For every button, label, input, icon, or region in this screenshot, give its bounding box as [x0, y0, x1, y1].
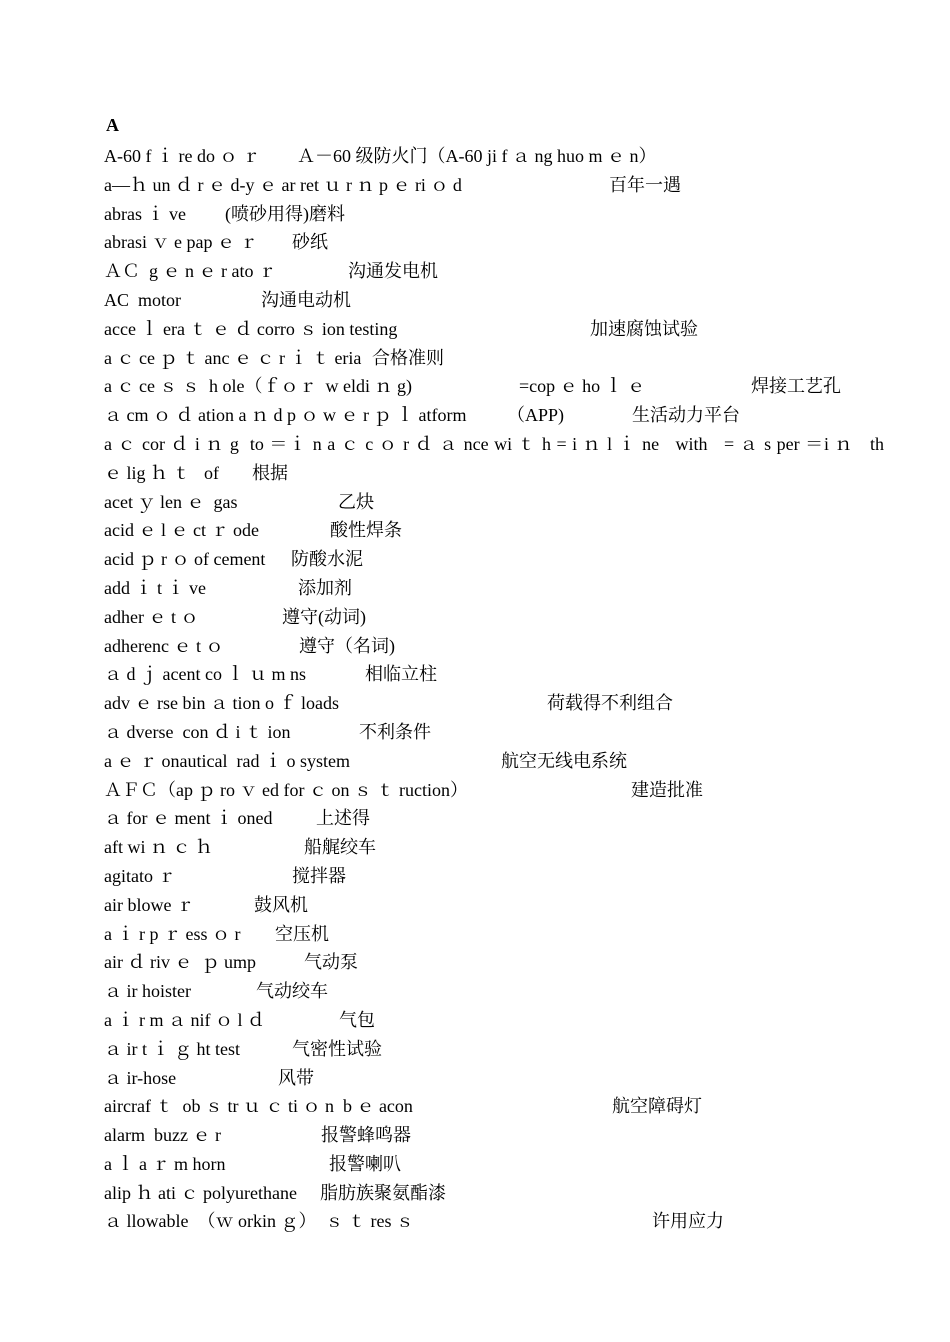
- term-zh: 空压机: [275, 923, 329, 944]
- term-en: a ｌ a ｒ m horn: [104, 1153, 226, 1174]
- glossary-entry: [0, 516, 950, 545]
- term-en: abrasi ｖ e pap ｅ ｒ: [104, 232, 258, 253]
- term-en: ａ ir t ｉ ｇ ht test: [104, 1038, 240, 1059]
- term-zh: 遵守(动词): [282, 606, 366, 627]
- term-en: add ｉ t ｉ ve: [104, 577, 206, 598]
- term-zh: 遵守（名词): [299, 635, 395, 656]
- glossary-entry: [0, 228, 950, 257]
- term-en: alip ｈ ati ｃ polyurethane: [104, 1182, 297, 1203]
- glossary-entry: [0, 948, 950, 977]
- glossary-entry: [0, 920, 950, 949]
- term-en: a ｉ r p ｒ ess ｏ r: [104, 923, 241, 944]
- glossary-entry: [0, 574, 950, 603]
- term-en: aircraf ｔ ob ｓ tr ｕ ｃ ti ｏ n b ｅ acon: [104, 1096, 413, 1117]
- glossary-entry: [0, 632, 950, 661]
- term-zh: 鼓风机: [254, 894, 308, 915]
- term-en: AC motor: [104, 289, 182, 310]
- glossary-list: [0, 142, 950, 1236]
- term-en: abras ｉ ve: [104, 203, 186, 224]
- term-en-line2: ｅ lig ｈ ｔ of: [104, 462, 219, 483]
- term-en: a ｅ ｒ onautical rad ｉ o system: [104, 750, 350, 771]
- glossary-entry: [0, 776, 950, 805]
- term-en: ａ dverse con ｄ i ｔ ion: [104, 721, 291, 742]
- term-en: air blowe ｒ: [104, 894, 194, 915]
- glossary-entry: [0, 545, 950, 574]
- term-zh: 沟通发电机: [348, 261, 438, 282]
- glossary-entry: [0, 891, 950, 920]
- term-en: a ｃ ce ｓ ｓ h ole（ｆｏｒ w eldi ｎ g): [104, 376, 412, 397]
- glossary-entry: [0, 286, 950, 315]
- term-zh: 相临立柱: [365, 664, 437, 685]
- term-zh: Ａ－60 级防火门（A-60 ji f ａ ng huo m ｅ n）: [297, 146, 657, 166]
- glossary-entry: [0, 660, 950, 689]
- term-zh: 添加剂: [298, 577, 352, 598]
- term-zh: 船艉绞车: [304, 837, 376, 858]
- glossary-entry: [0, 1179, 950, 1208]
- term-zh: 许用应力: [652, 1211, 724, 1232]
- term-en: ＡＦＣ（ap ｐ ro ｖ ed for ｃ on ｓ ｔ ruction）: [104, 779, 468, 800]
- term-en: alarm buzz ｅ r: [104, 1125, 221, 1146]
- term-zh: 加速腐蚀试验: [590, 318, 698, 339]
- term-zh: 乙炔: [338, 491, 374, 512]
- term-zh: 气包: [339, 1009, 375, 1030]
- term-zh: 防酸水泥: [291, 549, 363, 570]
- term-en-wrapped: [104, 430, 884, 488]
- term-zh: 航空障碍灯: [612, 1096, 702, 1117]
- glossary-entry: [0, 977, 950, 1006]
- glossary-entry: [0, 488, 950, 517]
- term-zh: 生活动力平台: [632, 405, 740, 426]
- term-en: adv ｅ rse bin ａ tion o ｆ loads: [104, 693, 339, 714]
- term-zh: 建造批准: [631, 779, 703, 800]
- term-zh: 酸性焊条: [330, 520, 402, 541]
- term-en: ＡＣ g ｅ n ｅ r ato ｒ: [104, 261, 276, 282]
- glossary-entry: [0, 142, 950, 171]
- term-zh: 气密性试验: [292, 1038, 382, 1059]
- term-zh: 搅拌器: [292, 865, 346, 886]
- glossary-entry: [0, 718, 950, 747]
- term-en: adherenc ｅ t ｏ: [104, 635, 224, 656]
- section-heading: A: [106, 115, 119, 135]
- term-en: adher ｅ t ｏ: [104, 606, 199, 627]
- glossary-entry: [0, 833, 950, 862]
- term-zh: 荷载得不利组合: [547, 693, 673, 714]
- term-zh: 沟通电动机: [261, 289, 351, 310]
- term-en: ａ for ｅ ment ｉ oned: [104, 808, 273, 829]
- term-en: acid ｅ l ｅ ct ｒ ode: [104, 520, 259, 541]
- term-abbr: （APP): [507, 405, 565, 426]
- term-en: acid ｐ r ｏ of cement: [104, 549, 266, 570]
- glossary-entry: [0, 315, 950, 344]
- term-en: acce ｌ era ｔ ｅ ｄ corro ｓ ion testing: [104, 318, 398, 339]
- term-zh: 不利条件: [359, 721, 431, 742]
- glossary-entry: [0, 804, 950, 833]
- glossary-entry: [0, 200, 950, 229]
- glossary-entry: [0, 344, 950, 373]
- term-zh: 砂纸: [292, 232, 328, 253]
- term-en: a ｉ r m ａ nif ｏ l ｄ: [104, 1009, 265, 1030]
- term-en: ａ ir hoister: [104, 981, 191, 1002]
- term-en: aft wi ｎ ｃ ｈ: [104, 837, 213, 858]
- term-zh: 航空无线电系统: [501, 750, 627, 771]
- term-zh: 报警喇叭: [329, 1153, 401, 1174]
- term-en: ａ llowable （ｗ orkin ｇ） ｓ ｔ res ｓ: [104, 1211, 414, 1232]
- glossary-entry: [0, 171, 950, 200]
- term-en: a—ｈ un ｄ r ｅ d-y ｅ ar ret ｕ r ｎ p ｅ ri ｏ d: [104, 174, 462, 195]
- glossary-entry: [0, 1207, 950, 1236]
- term-zh: 脂肪族聚氨酯漆: [320, 1182, 446, 1203]
- term-en: ａ cm ｏ ｄ ation a ｎ d p ｏ w ｅ r ｐ ｌ atform: [104, 405, 467, 426]
- glossary-entry: [0, 1150, 950, 1179]
- term-zh: 气动泵: [304, 952, 358, 973]
- term-en: air ｄ riv ｅ ｐ ump: [104, 952, 256, 973]
- glossary-entry: [0, 430, 950, 488]
- term-en: ａ d ｊ acent co ｌ ｕ m ns: [104, 664, 306, 685]
- glossary-entry: [0, 372, 950, 401]
- glossary-entry: [0, 603, 950, 632]
- glossary-entry: [0, 1006, 950, 1035]
- glossary-entry: [0, 401, 950, 430]
- glossary-entry: [0, 862, 950, 891]
- term-en: acet ｙ len ｅ gas: [104, 491, 238, 512]
- glossary-entry: [0, 1035, 950, 1064]
- term-zh: 风带: [278, 1067, 314, 1088]
- term-zh: 上述得: [316, 808, 370, 829]
- term-zh: 合格准则: [372, 347, 444, 368]
- term-en: a ｃ ce ｐ ｔ anc ｅ ｃ r ｉ ｔ eria: [104, 347, 362, 368]
- glossary-entry: [0, 1092, 950, 1121]
- term-zh: 根据: [252, 462, 288, 483]
- term-zh: 报警蜂鸣器: [321, 1125, 411, 1146]
- glossary-entry: [0, 1121, 950, 1150]
- term-alias: =cop ｅ ho ｌ ｅ: [519, 376, 646, 397]
- term-en: agitato ｒ: [104, 865, 176, 886]
- glossary-entry: [0, 689, 950, 718]
- term-zh: 气动绞车: [256, 981, 328, 1002]
- term-zh: 百年一遇: [609, 174, 681, 195]
- term-en: ａ ir-hose: [104, 1067, 177, 1088]
- term-en: A-60 f ｉ re do ｏ ｒ: [104, 146, 260, 166]
- glossary-entry: [0, 1064, 950, 1093]
- term-en-line1: a ｃ cor ｄ i ｎ g to ＝ｉ n a ｃ c ｏ r ｄ ａ nce wi ｔ h = i ｎ l ｉ ne with = ａ s per ＝i ｎ th: [104, 433, 884, 454]
- glossary-entry: [0, 257, 950, 286]
- glossary-entry: [0, 747, 950, 776]
- term-zh: 焊接工艺孔: [751, 376, 841, 397]
- term-zh: (喷砂用得)磨料: [225, 203, 345, 224]
